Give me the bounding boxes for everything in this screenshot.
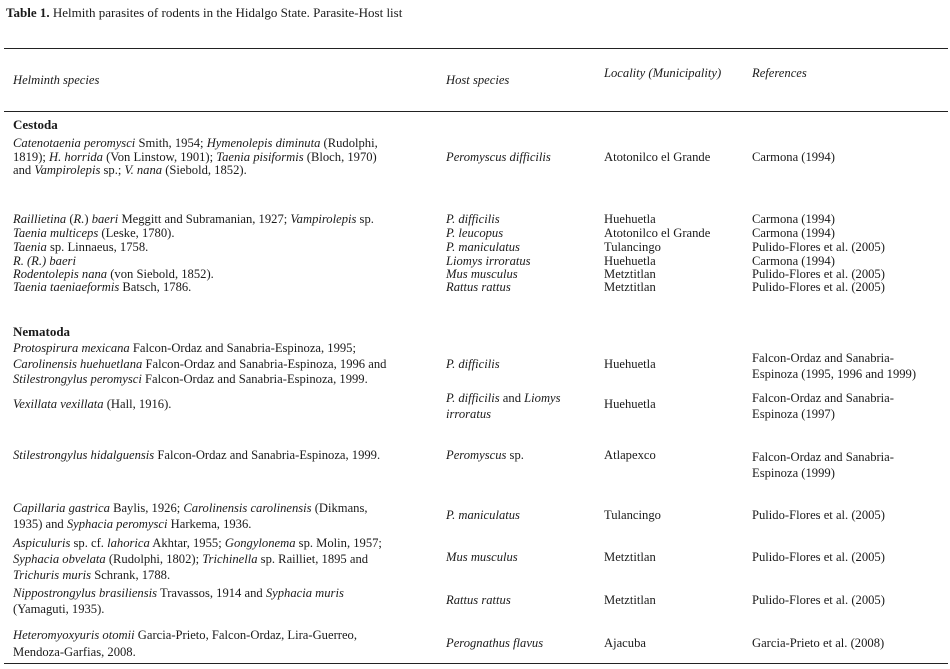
taxon-name: Vexillata vexillata [13,397,104,411]
cell-line [446,406,561,422]
reference-cell: Pulido-Flores et al. (2005) [752,550,885,564]
locality-cell: Atotonilco el Grande [604,226,711,240]
header-rule [4,111,948,112]
section-cestoda: Cestoda [13,117,58,132]
text-run: sp. cf. [70,536,108,550]
helminth-cell [13,535,382,583]
cell-line: Espinoza (1999) [752,466,835,480]
text-run: (Rudolphi, [320,136,378,150]
locality-cell: Ajacuba [604,636,646,650]
host-cell: P. maniculatus [446,508,520,522]
cell-line [13,516,368,532]
helminth-cell [13,398,171,412]
text-run: (Yamaguti, 1935). [13,602,105,616]
helminth-cell [13,627,357,661]
text-run: 1935) and [13,517,67,531]
taxon-name: Taenia multiceps [13,226,99,240]
taxon-name: Capillaria gastrica [13,501,110,515]
text-run: Falcon-Ordaz and Sanabria-Espinoza, 1999. [154,448,381,462]
cell-line: Falcon-Ordaz and Sanabria- [752,351,894,365]
helminth-cell [13,213,374,227]
text-run: and [499,391,525,405]
taxon-name: Catenotaenia peromysci [13,136,136,150]
cell-line [13,164,378,178]
reference-cell [752,449,894,481]
cell-line [13,567,382,583]
locality-cell: Huehuetla [604,397,656,411]
text-run: sp. Linnaeus, 1758. [46,240,149,254]
cell-line [13,341,386,357]
taxon-name: H. horrida [49,149,103,164]
section-nematoda: Nematoda [13,324,71,339]
locality-cell: Metztitlan [604,593,656,607]
text-run: (Leske, 1780). [98,226,175,240]
taxon-name: baeri [91,212,119,226]
taxon-name: Taenia taeniaeformis [13,280,120,294]
taxon-name: Gongylonema [224,536,296,550]
text-run: Schrank, 1788. [91,568,171,582]
helminth-cell [13,449,380,463]
locality-cell: Metztitlan [604,550,656,564]
host-cell: P. leucopus [446,226,504,240]
host-cell: Perognathus flavus [446,636,544,650]
table-label: Table 1. [6,5,50,20]
locality-cell: Huehuetla [604,212,656,226]
text-run: Akhtar, 1955; [149,536,225,550]
helminth-cell [13,341,386,388]
taxon-name: Vampirolepis [290,212,357,226]
reference-cell [752,350,916,382]
text-run: Mendoza-Garfias, 2008. [13,645,136,659]
cell-line: Espinoza (1995, 1996 and 1999) [752,367,917,381]
cell-line: Espinoza (1997) [752,407,835,421]
host-cell: P. difficilis [446,357,500,371]
text-run: (von Siebold, 1852). [107,267,214,281]
taxon-name: Syphacia peromysci [66,517,168,531]
cell-line [13,601,344,617]
helminth-cell [13,281,191,295]
text-run: sp. Molin, 1957; [295,536,382,550]
text-run: Falcon-Ordaz and Sanabria-Espinoza, 1999. [141,372,368,386]
text-run: Baylis, 1926; [109,501,184,515]
host-cell: Peromyscus difficilis [446,150,551,164]
text-run: ) [84,212,92,226]
locality-cell: Huehuetla [604,357,656,371]
taxon-name: Protospirura mexicana [13,341,130,355]
text-run: Falcon-Ordaz and Sanabria-Espinoza, 1996 and [142,356,387,371]
cell-line [13,372,386,388]
text-run: Falcon-Ordaz and Sanabria-Espinoza, 1995; [129,341,356,355]
text-run: sp. Railliet, 1895 and [257,552,369,566]
helminth-cell [13,137,378,178]
text-run: ( [66,212,74,226]
text-run: Batsch, 1786. [119,280,192,294]
text-run: (Rudolphi, 1802); [105,552,203,566]
cell-line: Falcon-Ordaz and Sanabria- [752,450,894,464]
top-rule [4,48,948,49]
cell-line: Falcon-Ordaz and Sanabria- [752,391,894,405]
helminth-cell [13,585,344,617]
taxon-name: R. [73,212,85,226]
taxon-name: Taenia [13,240,47,254]
cell-line [13,357,386,373]
reference-cell: Carmona (1994) [752,254,835,268]
locality-cell: Huehuetla [604,254,656,268]
text-run: (Bloch, 1970) [303,149,377,164]
text-run: 1819); [13,149,50,164]
taxon-name: Heteromyoxyuris otomii [13,628,135,642]
host-cell [446,449,524,463]
text-run: and [13,163,35,177]
text-run: (Hall, 1916). [103,397,172,411]
header-host-species: Host species [446,73,510,87]
taxon-name: Liomys [524,391,561,405]
taxon-name: Carolinensis carolinensis [183,501,312,515]
text-run: (Siebold, 1852). [162,163,247,177]
helminth-cell [13,500,368,532]
header-locality: Locality (Municipality) [604,66,722,80]
text-run: Smith, 1954; [135,136,207,150]
reference-cell: Pulido-Flores et al. (2005) [752,240,885,254]
cell-line [13,500,368,516]
cell-line [13,551,382,567]
taxon-name: R. (R.) baeri [13,254,76,268]
cell-line [13,137,378,151]
taxon-name: Trichinella [202,552,258,566]
locality-cell: Metztitlan [604,267,656,281]
reference-cell: Pulido-Flores et al. (2005) [752,508,885,522]
taxon-name: Hymenolepis diminuta [206,136,321,150]
cell-line [13,644,357,661]
taxon-name: lahorica [107,536,150,550]
reference-cell: Pulido-Flores et al. (2005) [752,593,885,607]
taxon-name: Trichuris muris [13,568,92,582]
cell-line [13,151,378,165]
locality-cell: Atotonilco el Grande [604,150,711,164]
text-run: Travassos, 1914 and [157,586,266,600]
reference-cell: Carmona (1994) [752,150,835,164]
reference-cell: Carmona (1994) [752,226,835,240]
reference-cell: Carmona (1994) [752,212,835,226]
host-cell [446,390,561,422]
taxon-name: Aspiculuris [13,536,71,550]
cell-line [13,535,382,551]
reference-cell: Garcia-Prieto et al. (2008) [752,636,885,650]
taxon-name: Taenia pisiformis [216,149,304,164]
table-title: Helmith parasites of rodents in the Hidalgo State. Parasite-Host list [49,5,403,20]
taxon-name: Stilestrongylus hidalguensis [13,448,155,462]
cell-line [13,585,344,601]
text-run: (Von Linstow, 1901); [102,149,217,164]
taxon-name: Syphacia muris [265,586,344,600]
taxon-name: Raillietina [13,212,67,226]
text-run: sp. [356,212,374,226]
header-references: References [752,66,807,80]
taxon-name: Stilestrongylus peromysci [13,372,142,386]
text-run: Meggitt and Subramanian, 1927; [118,212,291,226]
host-cell: P. maniculatus [446,240,520,254]
host-cell: Rattus rattus [446,280,511,294]
table-caption [6,6,402,20]
text-run: Garcia-Prieto, Falcon-Ordaz, Lira-Guerreo, [134,628,357,642]
host-cell: Liomys irroratus [446,254,531,268]
reference-cell: Pulido-Flores et al. (2005) [752,280,885,294]
taxon-name: Vampirolepis [34,163,101,177]
taxon-name: Rodentolepis nana [13,267,108,281]
host-cell: Mus musculus [446,267,518,281]
text-run: Harkema, 1936. [167,517,252,531]
locality-cell: Tulancingo [604,508,661,522]
header-helminth-species: Helminth species [13,73,100,87]
host-cell: Rattus rattus [446,593,511,607]
taxon-name: V. nana [124,163,163,177]
text-run: (Dikmans, [311,501,368,515]
taxon-name: Carolinensis huehuetlana [13,356,143,371]
locality-cell: Metztitlan [604,280,656,294]
helminth-cell [13,241,148,255]
host-cell: Mus musculus [446,550,518,564]
locality-cell: Atlapexco [604,448,656,462]
cell-line [446,390,561,406]
taxon-name: Nippostrongylus brasiliensis [13,586,158,600]
locality-cell: Tulancingo [604,240,661,254]
taxon-name: Syphacia obvelata [13,552,106,566]
taxon-name: irroratus [446,407,492,421]
bottom-rule [4,663,948,664]
helminth-cell [13,227,175,241]
reference-cell [752,390,894,422]
text-run: sp.; [100,163,125,177]
cell-line [13,627,357,644]
text-run: sp. [506,448,524,462]
taxon-name: Peromyscus [446,448,507,462]
taxon-name: P. difficilis [446,391,500,405]
host-cell: P. difficilis [446,212,500,226]
reference-cell: Pulido-Flores et al. (2005) [752,267,885,281]
